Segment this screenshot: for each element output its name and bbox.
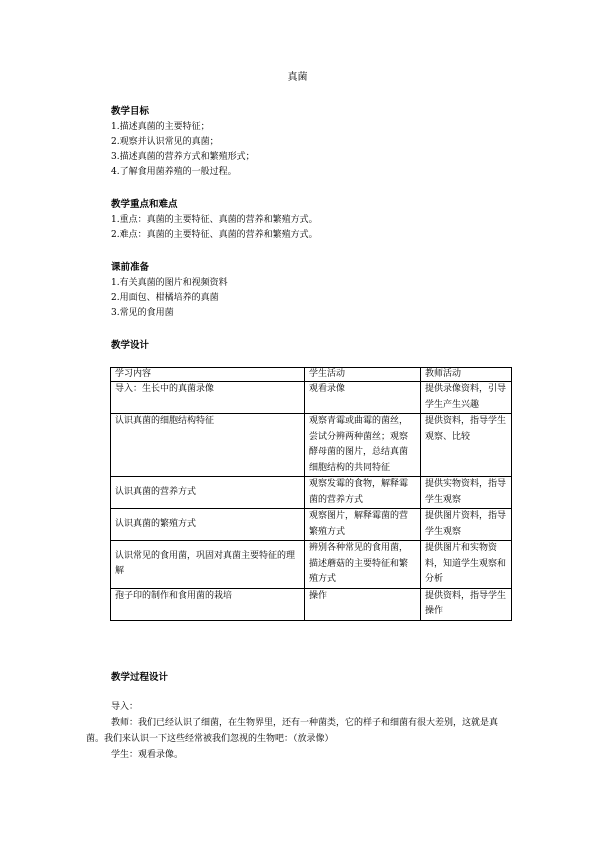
column-header: 学生活动 (305, 368, 421, 382)
table-cell: 提供图片资料，指导学生观察 (421, 509, 512, 541)
table-row (111, 382, 512, 414)
table-cell: 孢子印的制作和食用菌的栽培 (111, 588, 305, 620)
key-point-item: 2.难点：真菌的主要特征、真菌的营养和繁殖方式。 (111, 230, 318, 240)
table-cell: 提供资料，指导学生操作 (421, 588, 512, 620)
prep-item: 3.常见的食用菌 (111, 308, 174, 318)
goal-item: 3.描述真菌的营养方式和繁殖形式； (111, 152, 255, 162)
table-cell: 提供图片和实物资料，知道学生观察和分析 (421, 541, 512, 589)
section-heading-key-points: 教学重点和难点 (111, 199, 178, 210)
table-cell: 观察发霉的食物，解释霉菌的营养方式 (305, 477, 421, 509)
table-cell: 认识常见的食用菌，巩固对真菌主要特征的理解 (111, 541, 305, 589)
column-header: 教师活动 (421, 368, 512, 382)
goal-item: 4.了解食用菌养殖的一般过程。 (111, 167, 237, 177)
table-cell: 观察青霉或曲霉的菌丝，尝试分辨两种菌丝；观察酵母菌的图片，总结真菌细胞结构的共同特征 (305, 414, 421, 477)
goal-item: 2.观察并认识常见的真菌； (111, 137, 219, 147)
table-header-row (111, 368, 512, 382)
table-cell: 导入：生长中的真菌录像 (111, 382, 305, 414)
table-cell: 提供录像资料，引导学生产生兴趣 (421, 382, 512, 414)
design-table (110, 367, 512, 621)
column-header: 学习内容 (111, 368, 305, 382)
section-heading-design: 教学设计 (111, 340, 150, 351)
table-row (111, 541, 512, 589)
table-cell: 认识真菌的细胞结构特征 (111, 414, 305, 477)
table-row (111, 588, 512, 620)
page-title: 真菌 (287, 72, 308, 83)
section-heading-process: 教学过程设计 (111, 672, 169, 683)
table-cell: 辨别各种常见的食用菌，描述蘑菇的主要特征和繁殖方式 (305, 541, 421, 589)
table-cell: 提供实物资料，指导学生观察 (421, 477, 512, 509)
section-heading-goals: 教学目标 (111, 106, 150, 117)
table-row (111, 414, 512, 477)
table-row (111, 509, 512, 541)
section-heading-prep: 课前准备 (111, 262, 150, 273)
table-cell: 操作 (305, 588, 421, 620)
key-point-item: 1.重点：真菌的主要特征、真菌的营养和繁殖方式。 (111, 215, 318, 225)
table-cell: 提供资料，指导学生观察、比较 (421, 414, 512, 477)
prep-item: 2.用面包、柑橘培养的真菌 (111, 293, 219, 303)
paragraph: 导入： (111, 702, 139, 712)
table-cell: 观察图片，解释霉菌的营繁殖方式 (305, 509, 421, 541)
table-cell: 观看录像 (305, 382, 421, 414)
table-row (111, 477, 512, 509)
goal-item: 1.描述真菌的主要特征； (111, 122, 210, 132)
paragraph: 学生：观看录像。 (111, 750, 184, 760)
prep-item: 1.有关真菌的图片和视频资料 (111, 278, 228, 288)
table-cell: 认识真菌的营养方式 (111, 477, 305, 509)
paragraph: 教师：我们已经认识了细菌，在生物界里，还有一种菌类，它的样子和细菌有很大差别，这就是真菌。我们来认识一下这些经常被我们忽视的生物吧：（放录像） (86, 718, 499, 744)
table-cell: 认识真菌的繁殖方式 (111, 509, 305, 541)
